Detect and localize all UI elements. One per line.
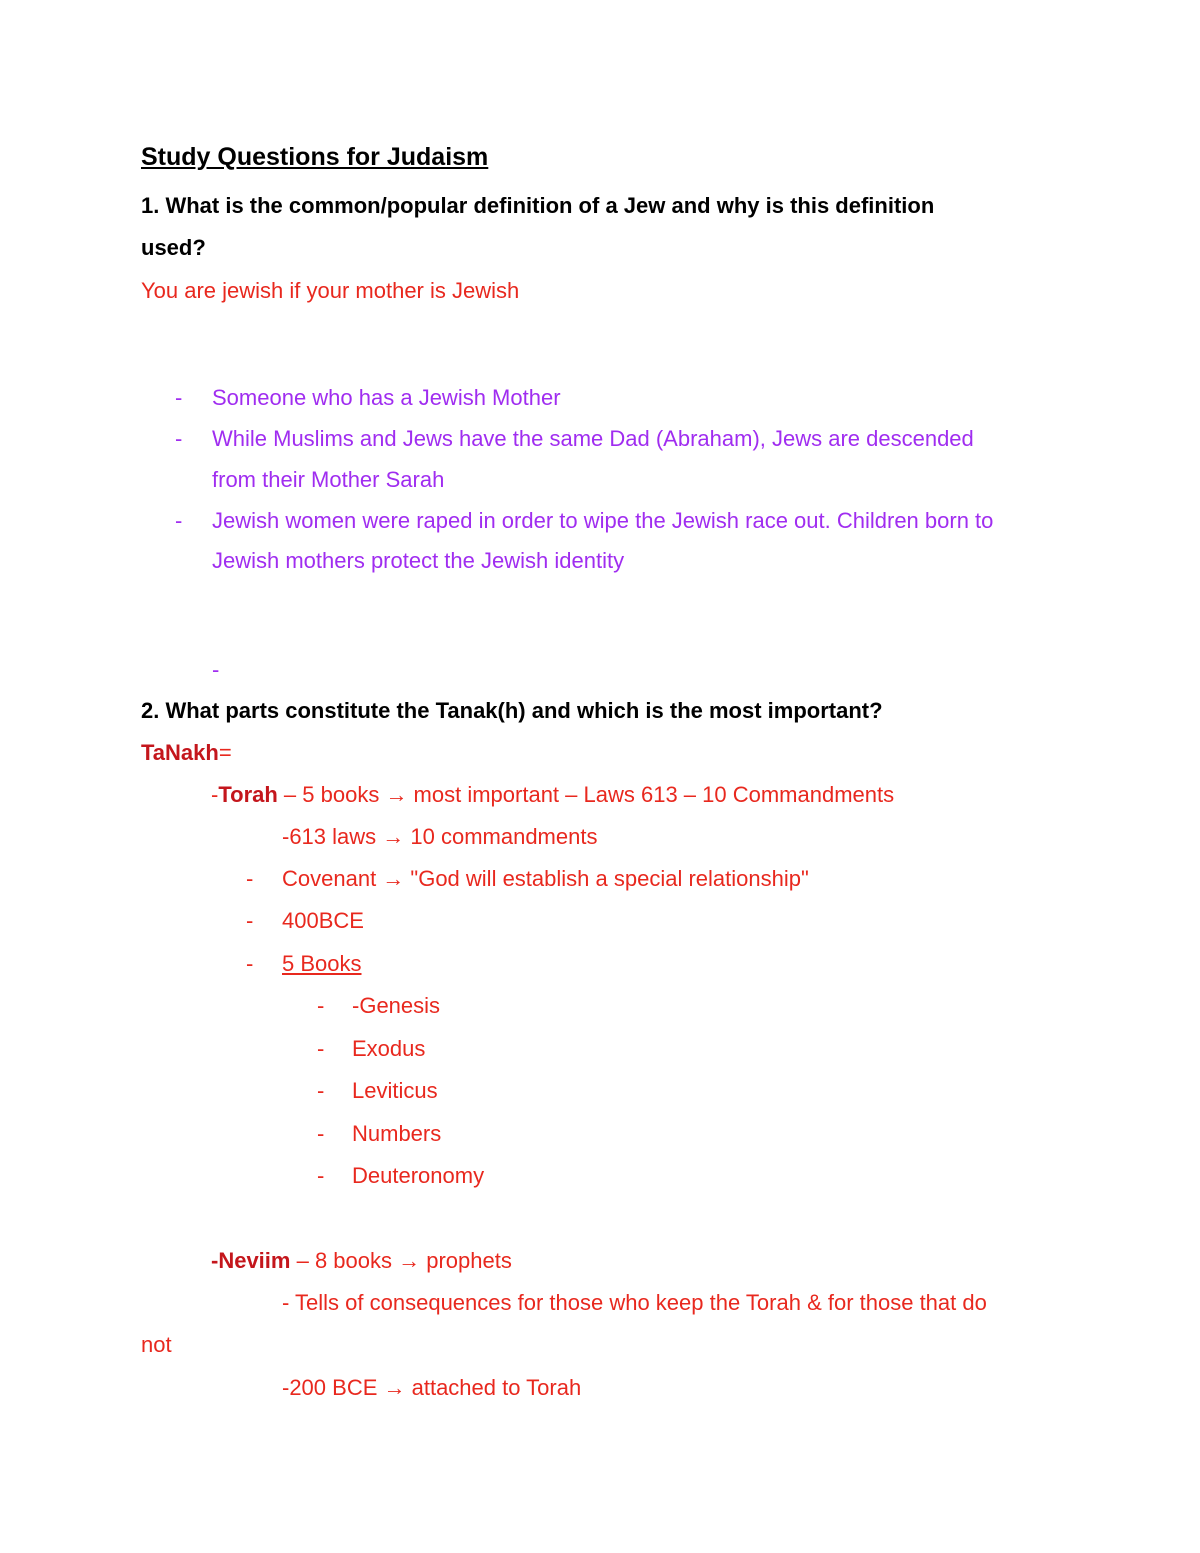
bullet-dash: - [175,508,183,533]
empty-bullet-dash: - [212,657,220,682]
torah-books-label: 5 Books [282,951,362,976]
tanakh-equals: = [218,740,232,765]
tanakh-heading [141,739,232,767]
question-1-line-2: used? [141,235,206,260]
bullet-dash: - [317,1078,325,1103]
book-item: Exodus [352,1036,426,1061]
bullet-dash: - [246,951,254,976]
neviim-date: -200 BCE → attached to Torah [282,1375,582,1400]
bullet-text: Someone who has a Jewish Mother [212,385,561,410]
torah-covenant: Covenant → "God will establish a special relationship" [282,866,809,891]
bullet-text-continued: Jewish mothers protect the Jewish identity [212,548,625,573]
torah-date: 400BCE [282,908,364,933]
book-item: Numbers [352,1121,442,1146]
torah-line [211,781,894,809]
bullet-text: While Muslims and Jews have the same Dad (Abraham), Jews are descended [212,426,974,451]
bullet-text-continued: from their Mother Sarah [212,467,445,492]
question-1-line-1: 1. What is the common/popular definition of a Jew and why is this definition [141,193,935,218]
bullet-dash: - [317,1036,325,1061]
answer-1: You are jewish if your mother is Jewish [141,278,520,303]
neviim-tells: - Tells of consequences for those who keep the Torah & for those that do [282,1290,987,1315]
torah-prefix: - [211,782,219,807]
bullet-dash: - [246,908,254,933]
torah-desc: – 5 books → most important – Laws 613 – 10 Commandments [277,782,895,807]
bullet-dash: - [317,993,325,1018]
bullet-dash: - [175,426,183,451]
book-item: Deuteronomy [352,1163,485,1188]
neviim-name: -Neviim [211,1248,291,1273]
neviim-desc: – 8 books → prophets [290,1248,512,1273]
document-title: Study Questions for Judaism [141,143,489,171]
question-2: 2. What parts constitute the Tanak(h) and which is the most important? [141,698,883,723]
bullet-dash: - [175,385,183,410]
torah-name: Torah [218,782,278,807]
bullet-dash: - [317,1163,325,1188]
book-item: -Genesis [352,993,441,1018]
bullet-dash: - [317,1121,325,1146]
neviim-tells-continued: not [141,1332,172,1357]
bullet-text: Jewish women were raped in order to wipe the Jewish race out. Children born to [212,508,994,533]
neviim-line [211,1247,512,1275]
book-item: Leviticus [352,1078,438,1103]
torah-laws: -613 laws → 10 commandments [282,824,598,849]
tanakh-label: TaNakh [141,740,219,765]
bullet-dash: - [246,866,254,891]
